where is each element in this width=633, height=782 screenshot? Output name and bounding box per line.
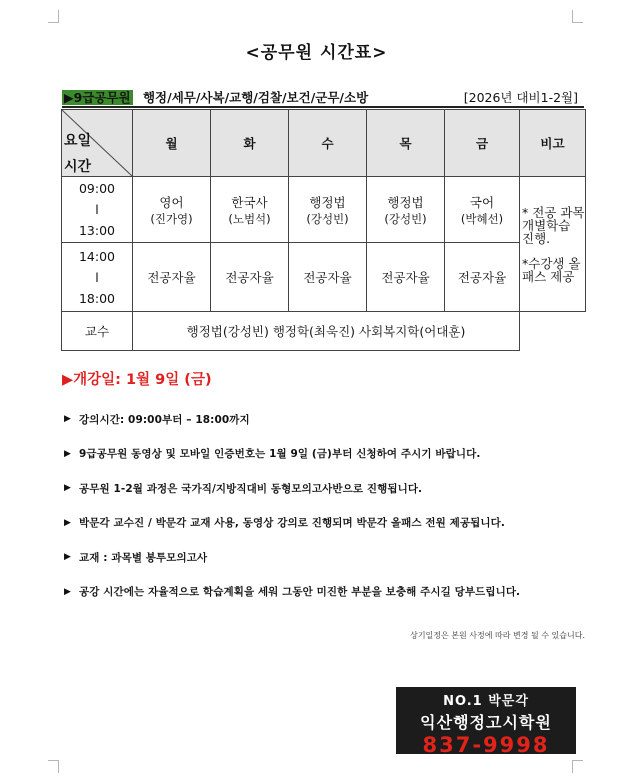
day-header-wed: 수 (289, 110, 367, 177)
self-study-cell: 전공자율 (211, 243, 289, 312)
teacher: (노범석) (228, 211, 271, 226)
self-study-cell: 전공자율 (445, 243, 520, 312)
open-day (62, 368, 212, 389)
grade-tag: ▶9급공무원 (64, 90, 131, 105)
logo-line-1: NO.1 박문각 (443, 694, 529, 709)
crop-mark-bottom-right (572, 760, 583, 773)
period-label: [2026년 대비1-2월] (463, 90, 578, 105)
self-study-cell: 전공자율 (289, 243, 367, 312)
open-day-text: 개강일: 1월 9일 (금) (73, 372, 212, 388)
info-text: 공강 시간에는 자율적으로 학습계획을 세워 그동안 미진한 부분을 보충해 주시길 당부드립니다. (79, 586, 521, 599)
teacher: (강성빈) (306, 211, 349, 226)
time-slot-afternoon (62, 243, 133, 312)
crop-mark-top-left (48, 10, 59, 23)
info-text: 교재 : 과목별 봉투모의고사 (79, 551, 208, 564)
note-header: 비고 (520, 110, 586, 177)
note-cell (520, 177, 586, 312)
time-slot-morning (62, 177, 133, 243)
time-start: 14:00 (78, 248, 116, 264)
subject: 행정법 (387, 194, 424, 210)
teacher: (박혜선) (460, 211, 504, 226)
bullet-icon: ▶ (64, 448, 72, 459)
teacher: (강성빈) (384, 211, 427, 226)
corner-day-label: 요일 (64, 133, 92, 149)
bullet-icon: ▶ (64, 552, 72, 563)
subject: 영어 (159, 194, 184, 210)
logo-phone: 837-9998 (422, 733, 550, 757)
bullet-icon: ▶ (64, 414, 72, 425)
class-cell (289, 177, 367, 243)
time-end: 18:00 (78, 290, 116, 306)
schedule-change-notice: 상기일정은 본원 사정에 따라 변경 될 수 있습니다. (410, 631, 585, 640)
timetable (61, 109, 586, 351)
logo-line-2: 익산행정고시학원 (420, 713, 552, 732)
bullet-icon: ▶ (64, 586, 72, 597)
corner-header (62, 110, 133, 177)
info-text: 박문각 교수진 / 박문각 교재 사용, 동영상 강의로 진행되며 박문각 올패스 전원 제공됩니다. (79, 517, 505, 530)
time-separator: l (95, 202, 99, 217)
time-end: 13:00 (78, 223, 116, 238)
subject: 국어 (469, 194, 495, 210)
info-item (64, 402, 604, 437)
crop-mark-bottom-left (48, 760, 59, 773)
class-cell (211, 177, 289, 243)
self-study-cell: 전공자율 (133, 243, 211, 312)
class-cell (367, 177, 445, 243)
triangle-icon: ▶ (62, 372, 74, 388)
info-item (64, 575, 604, 610)
class-cell (445, 177, 520, 243)
note-line-2: *수강생 올패스 제공 (522, 255, 581, 284)
professor-label: 교수 (62, 312, 133, 351)
bullet-icon: ▶ (64, 517, 72, 528)
note-line-1: * 전공 과목 개별학습 진행. (522, 204, 585, 246)
schedule-subheader (62, 88, 584, 108)
class-cell (133, 177, 211, 243)
info-text: 강의시간: 09:00부터 – 18:00까지 (79, 413, 250, 426)
info-item (64, 540, 604, 575)
subject: 한국사 (231, 194, 268, 210)
subject: 행정법 (309, 194, 346, 210)
day-header-tue: 화 (211, 110, 289, 177)
day-header-mon: 월 (133, 110, 211, 177)
info-item (64, 437, 604, 472)
subject-list: 행정/세무/사복/교행/검찰/보건/군무/소방 (142, 90, 369, 105)
info-item (64, 506, 604, 541)
day-header-fri: 금 (445, 110, 520, 177)
self-study-cell: 전공자율 (367, 243, 445, 312)
professor-list: 행정법(강성빈) 행정학(최욱진) 사회복지학(어대훈) (133, 312, 520, 351)
info-text: 9급공무원 동영상 및 모바일 인증번호는 1월 9일 (금)부터 신청하여 주시기 바랍니다. (79, 448, 481, 461)
bullet-icon: ▶ (64, 483, 72, 494)
corner-time-label: 시간 (64, 159, 92, 175)
time-separator: l (95, 269, 99, 285)
day-header-thu: 목 (367, 110, 445, 177)
teacher: (진가영) (150, 211, 193, 226)
crop-mark-top-right (572, 10, 583, 23)
info-item (64, 471, 604, 506)
info-text: 공무원 1-2월 과정은 국가직/지방직대비 동형모의고사반으로 진행됩니다. (79, 482, 423, 495)
info-list (64, 402, 604, 609)
academy-logo (396, 687, 576, 757)
time-start: 09:00 (78, 181, 116, 196)
page-title: <공무원 시간표> (245, 43, 388, 63)
